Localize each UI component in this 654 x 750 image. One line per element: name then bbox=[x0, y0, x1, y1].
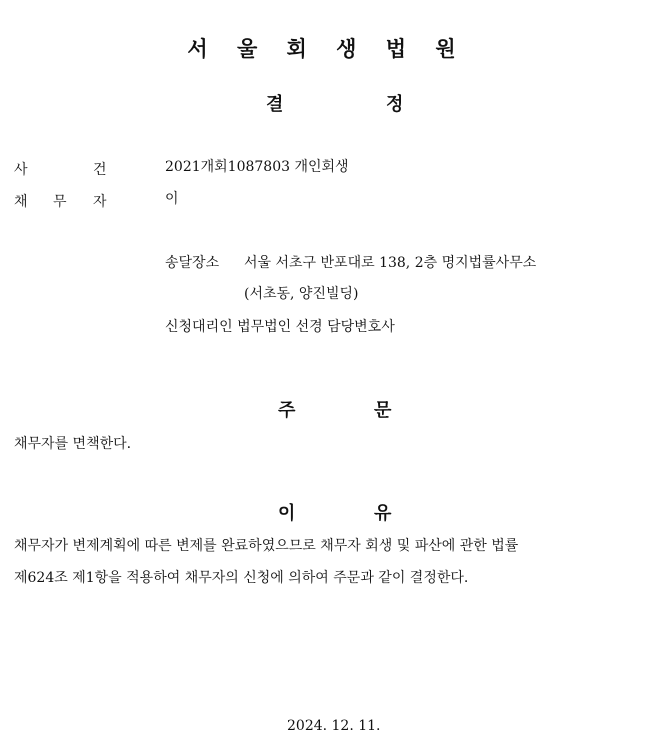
service-address-label: 송달장소 bbox=[165, 255, 220, 271]
doc-type-char-1: 결 bbox=[266, 94, 284, 115]
reason-text-line-2: 제624조 제1항을 적용하여 채무자의 신청에 의하여 주문과 같이 결정한다. bbox=[14, 570, 469, 586]
court-name: 서 울 회 생 법 원 bbox=[187, 37, 467, 61]
debtor-name: 이 bbox=[165, 191, 179, 207]
reason-text bbox=[14, 530, 644, 594]
debtor-label-char-1: 채 bbox=[14, 194, 28, 210]
reason-heading-char-2: 유 bbox=[374, 503, 392, 524]
doc-type-char-2: 정 bbox=[386, 94, 404, 115]
service-address-line2: (서초동, 양진빌딩) bbox=[244, 286, 359, 302]
reason-text-line-1: 채무자가 변제계획에 따른 변제를 완료하였으므로 채무자 회생 및 파산에 관한 법률 bbox=[14, 538, 519, 554]
service-address-line1: 서울 서초구 반포대로 138, 2층 명지법률사무소 bbox=[244, 255, 537, 271]
decision-date: 2024. 12. 11. bbox=[287, 718, 381, 734]
case-label-char-2: 건 bbox=[93, 162, 107, 178]
representative: 신청대리인 법무법인 선경 담당변호사 bbox=[165, 319, 395, 335]
debtor-label-char-3: 자 bbox=[93, 194, 107, 210]
order-text: 채무자를 면책한다. bbox=[14, 436, 132, 452]
debtor-label-char-2: 무 bbox=[53, 194, 67, 210]
case-label-char-1: 사 bbox=[14, 162, 28, 178]
order-heading-char-2: 문 bbox=[374, 400, 392, 421]
reason-heading-char-1: 이 bbox=[278, 503, 296, 524]
order-heading-char-1: 주 bbox=[278, 400, 296, 421]
case-number: 2021개회1087803 개인회생 bbox=[165, 159, 349, 175]
